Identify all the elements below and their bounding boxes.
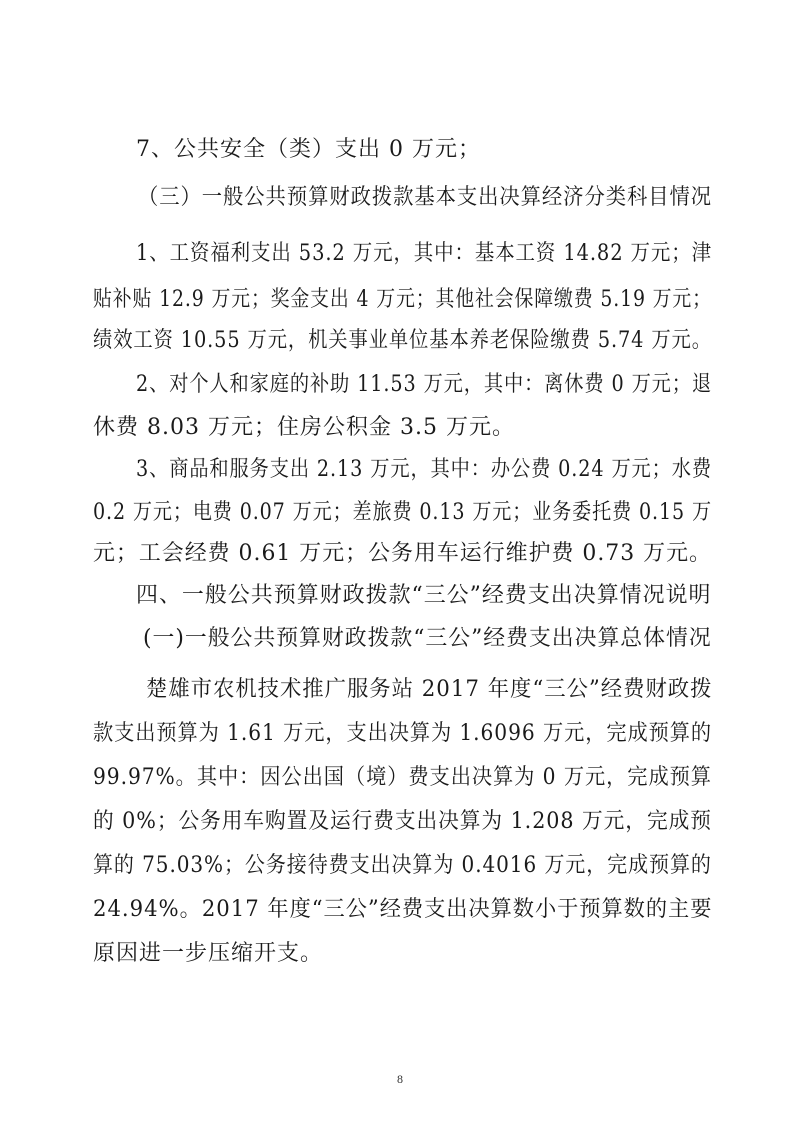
text-line-wages-3: 绩效工资 10.55 万元，机关事业单位基本养老保险缴费 5.74 万元。 <box>93 328 712 353</box>
text-line-goods-services-3: 元；工会经费 0.61 万元；公务用车运行维护费 0.73 万元。 <box>93 541 712 566</box>
text-line-subsidies-2: 休费 8.03 万元；住房公积金 3.5 万元。 <box>93 415 515 440</box>
text-line-wages-2: 贴补贴 12.9 万元；奖金支出 4 万元；其他社会保障缴费 5.19 万元； <box>93 287 712 312</box>
section-heading-three-public: 四、一般公共预算财政拨款“三公”经费支出决算情况说明 <box>136 583 712 608</box>
text-line-overall-1: 楚雄市农机技术推广服务站 2017 年度“三公”经费财政拨 <box>146 677 713 702</box>
text-line-overall-2: 款支出预算为 1.61 万元，支出决算为 1.6096 万元，完成预算的 <box>93 721 712 746</box>
text-line-goods-services-1: 3、商品和服务支出 2.13 万元，其中：办公费 0.24 万元；水费 <box>136 457 712 482</box>
text-line-overall-6: 24.94%。2017 年度“三公”经费支出决算数小于预算数的主要 <box>93 897 713 922</box>
text-line-overall-5: 算的 75.03%；公务接待费支出决算为 0.4016 万元，完成预算的 <box>93 853 712 878</box>
text-line-subsidies-1: 2、对个人和家庭的补助 11.53 万元，其中：离休费 0 万元；退 <box>136 372 712 397</box>
text-line-wages-1: 1、工资福利支出 53.2 万元，其中：基本工资 14.82 万元；津 <box>136 241 712 266</box>
text-line-overall-3: 99.97%。其中：因公出国（境）费支出决算为 0 万元，完成预算 <box>93 765 712 790</box>
text-line-public-safety: 7、公共安全（类）支出 0 万元； <box>136 137 481 162</box>
page-number: 8 <box>397 1072 403 1086</box>
text-line-overall-4: 的 0%；公务用车购置及运行费支出决算为 1.208 万元，完成预 <box>93 809 712 834</box>
text-line-goods-services-2: 0.2 万元；电费 0.07 万元；差旅费 0.13 万元；业务委托费 0.15 万 <box>93 500 712 525</box>
section-heading-basic-expenditure: （三）一般公共预算财政拨款基本支出决算经济分类科目情况 <box>138 185 713 210</box>
subsection-heading-overall: (一)一般公共预算财政拨款“三公”经费支出决算总体情况 <box>143 626 712 651</box>
text-line-overall-7: 原因进一步压缩开支。 <box>93 941 324 966</box>
